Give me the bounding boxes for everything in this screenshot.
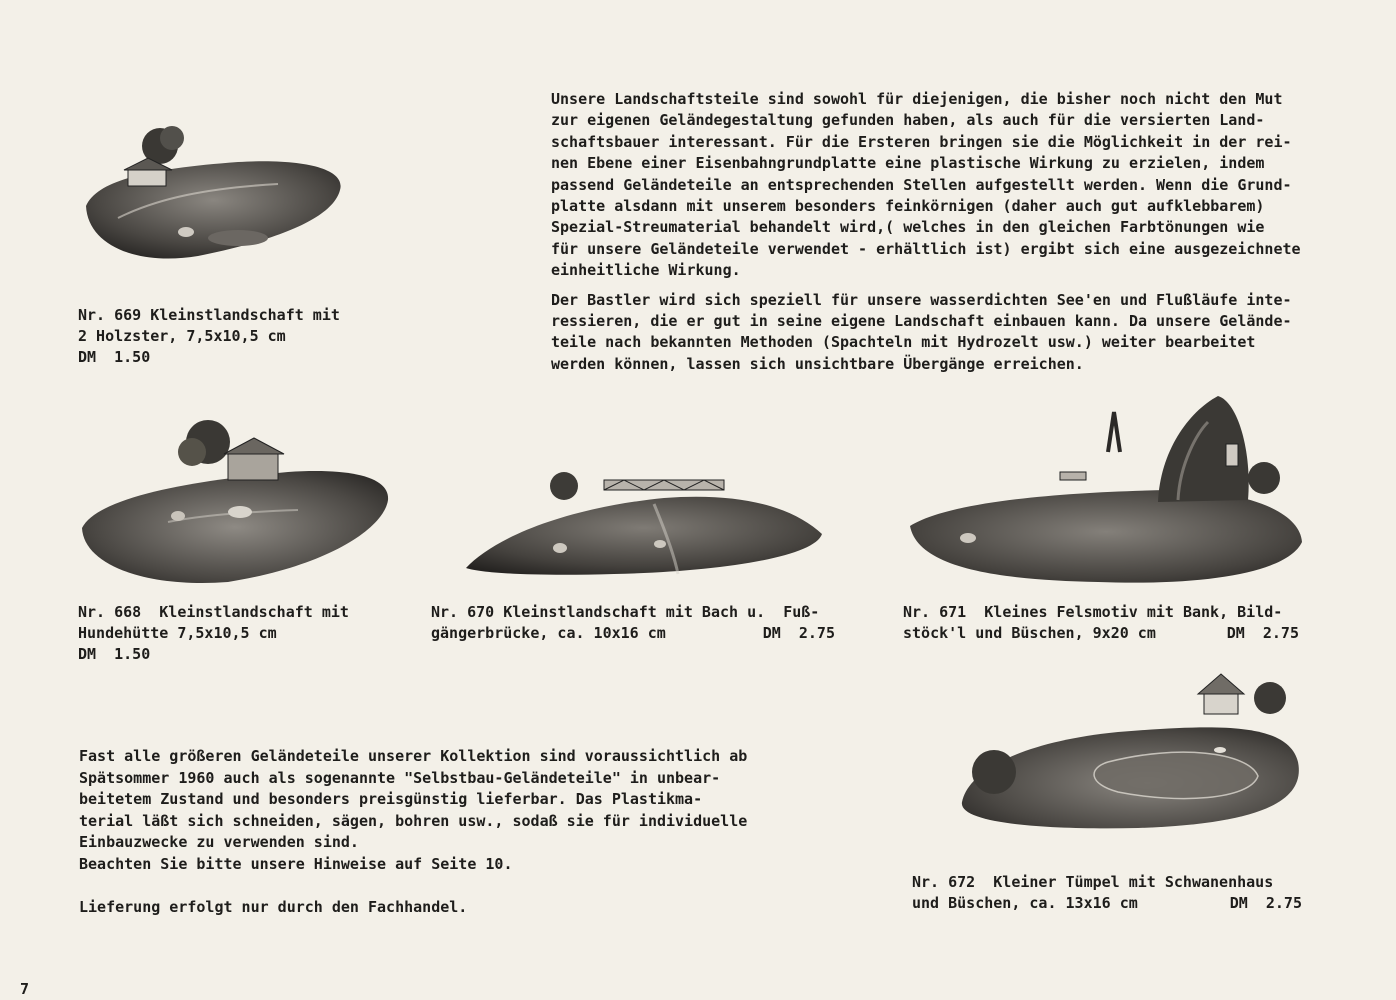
product-670-price: DM 2.75	[762, 624, 835, 642]
intro-paragraph-2: Der Bastler wird sich speziell für unsere wasserdichten See'en und Flußläufe inte- ressieren, die er gut in seine eigene Landschaft einbauen kann. Da unsere Gelände- teile nach bekannten Methoden (Spachteln mit Hydrozelt usw.) weiter bearbeitet werden können, lassen sich unsichtbare Übergänge erreichen.	[551, 290, 1292, 373]
product-671-title: Nr. 671 Kleines Felsmotiv mit Bank, Bild-	[903, 603, 1283, 621]
product-669-size: 2 Holzster, 7,5x10,5 cm	[78, 327, 286, 345]
page-reference: Beachten Sie bitte unsere Hinweise auf Seite 10.	[79, 854, 513, 873]
product-672-caption	[912, 872, 1302, 914]
product-670-size: gängerbrücke, ca. 10x16 cm	[431, 624, 666, 642]
product-668-caption	[78, 602, 349, 665]
product-670-title: Nr. 670 Kleinstlandschaft mit Bach u. Fuß-	[431, 603, 820, 621]
product-670-caption	[431, 602, 835, 644]
self-build-notice: Fast alle größeren Geländeteile unserer Kollektion sind voraussichtlich ab Spätsommer 1960 auch als sogenannte "Selbstbau-Geländeteile" in unbear- beitetem Zustand und besonders preisgünstig lieferbar. Das Plastikma- terial läßt sich schneiden, sägen, bohren usw., sodaß sie für individuelle Einbauzwecke zu verwenden sind. Beachten Sie bitte unsere Hinweise auf Seite 10. Lieferung erfolgt nur durch den Fachhandel.	[79, 746, 747, 919]
product-670-image	[464, 458, 824, 574]
page-number: 7	[20, 980, 30, 998]
product-669-image	[78, 128, 348, 266]
product-669-price: DM 1.50	[78, 348, 151, 366]
product-672-title: Nr. 672 Kleiner Tümpel mit Schwanenhaus	[912, 873, 1274, 891]
product-671-image	[908, 392, 1304, 586]
product-671-price: DM 2.75	[1226, 624, 1299, 642]
product-671-caption	[903, 602, 1299, 644]
product-669-title: Nr. 669 Kleinstlandschaft mit	[78, 306, 340, 324]
product-668-size: Hundehütte 7,5x10,5 cm	[78, 624, 277, 642]
product-672-price: DM 2.75	[1229, 894, 1302, 912]
product-668-title: Nr. 668 Kleinstlandschaft mit	[78, 603, 349, 621]
product-668-image	[78, 416, 390, 588]
product-669-caption	[78, 305, 340, 368]
delivery-note: Lieferung erfolgt nur durch den Fachhandel.	[79, 898, 468, 916]
product-672-size: und Büschen, ca. 13x16 cm	[912, 894, 1138, 912]
intro-paragraph-1: Unsere Landschaftsteile sind sowohl für diejenigen, die bisher noch nicht den Mut zur eigenen Geländegestaltung gefunden haben, als auch für die versierten Land- schaftsbauer interessant. Für die Ersteren bringen sie die Möglichkeit in der rei- nen Ebene einer Eisenbahngrundplatte eine plastische Wirkung zu erzielen, indem passend Geländeteile an entsprechenden Stellen aufgestellt werden. Wenn die Grund- platte alsdann mit unserem besonders feinkörnigen (daher auch gut aufklebbarem) Spezial-Streumaterial behandelt wird,( welches in den gleichen Farbtönungen wie für unsere Geländeteile verwendet - erhältlich ist) ergibt sich eine ausgezeichnete einheitliche Wirkung.	[551, 90, 1301, 280]
product-671-size: stöck'l und Büschen, 9x20 cm	[903, 624, 1156, 642]
product-672-image	[958, 672, 1308, 832]
product-668-price: DM 1.50	[78, 645, 151, 663]
intro-text	[551, 89, 1301, 383]
